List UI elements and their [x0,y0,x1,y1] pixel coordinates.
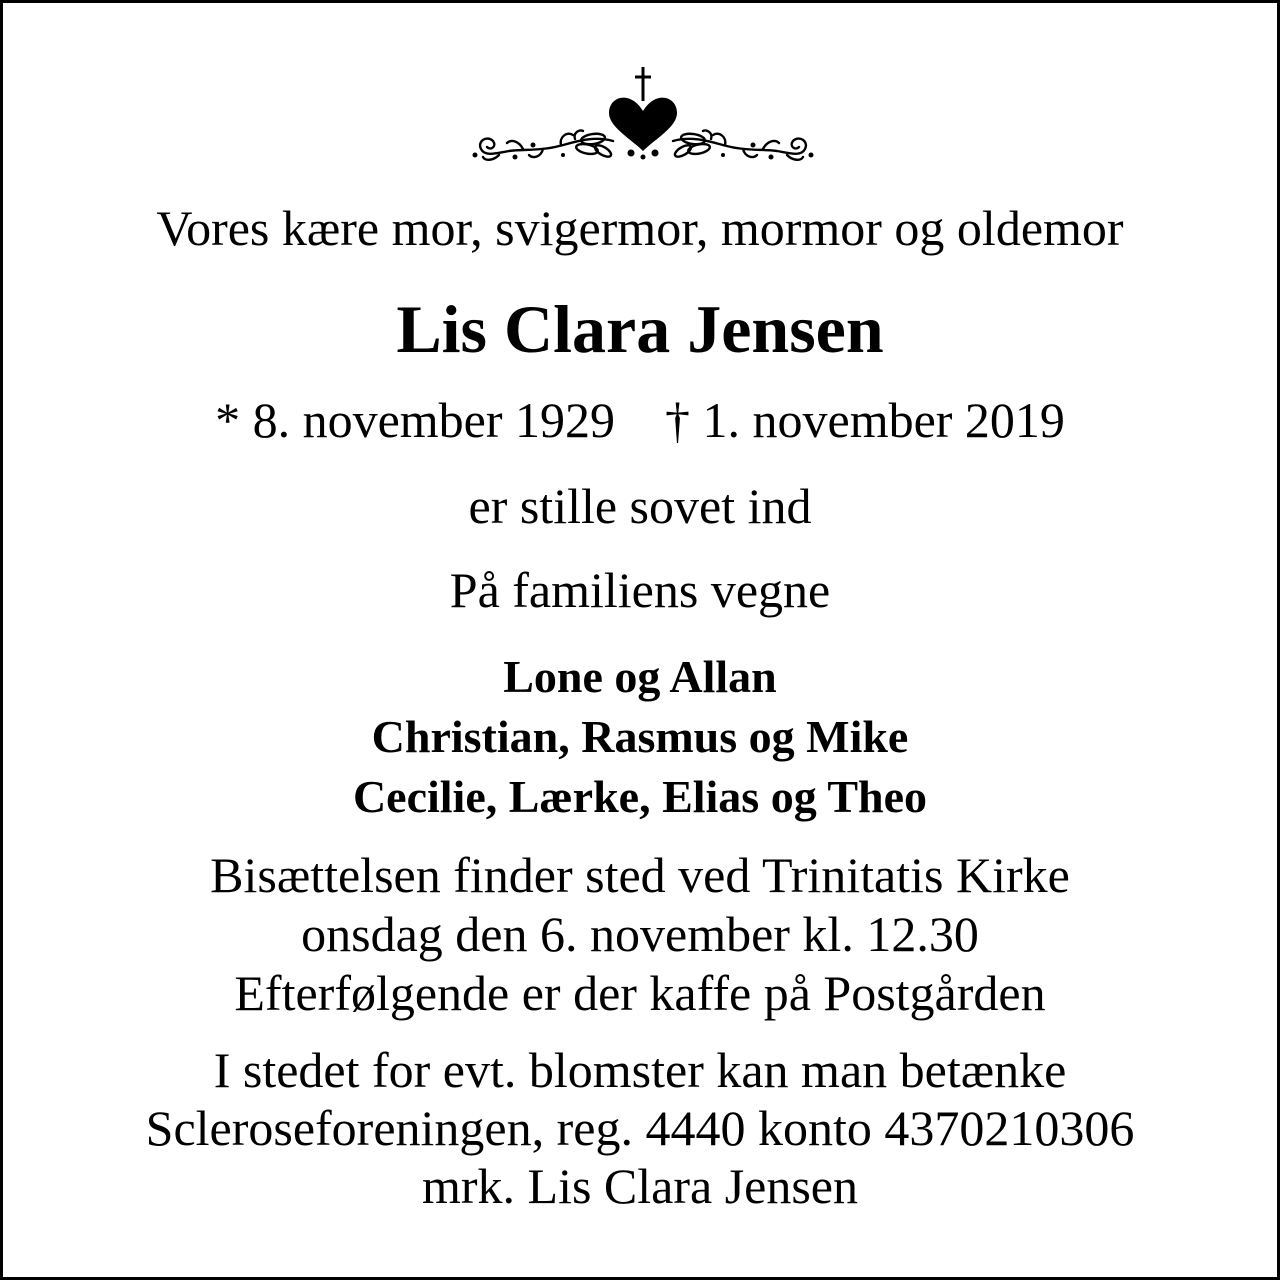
birth-date: * 8. november 1929 [215,392,615,448]
family-line: Lone og Allan [503,651,777,702]
on-behalf-line: På familiens vegne [449,562,831,618]
donation-details [3,1041,1277,1215]
family-names [3,647,1277,827]
family-line: Cecilie, Lærke, Elias og Theo [352,771,928,822]
donation-line: I stedet for evt. blomster kan man betænke [213,1042,1067,1098]
deceased-name: Lis Clara Jensen [396,291,884,367]
funeral-line: Efterfølgende er der kaffe på Postgården [234,965,1046,1021]
funeral-line: Bisættelsen finder sted ved Trinitatis Kirke [210,847,1070,903]
funeral-details [3,846,1277,1023]
passing-statement: er stille sovet ind [468,478,812,534]
family-line: Christian, Rasmus og Mike [371,711,909,762]
life-dates [3,392,1277,448]
cross-heart-flourish-icon [463,61,823,173]
donation-line: Scleroseforeningen, reg. 4440 konto 4370210306 [145,1100,1135,1156]
donation-line: mrk. Lis Clara Jensen [421,1158,858,1214]
funeral-line: onsdag den 6. november kl. 12.30 [301,906,979,962]
death-date: † 1. november 2019 [665,392,1065,448]
intro-line: Vores kære mor, svigermor, mormor og oldemor [156,200,1124,256]
